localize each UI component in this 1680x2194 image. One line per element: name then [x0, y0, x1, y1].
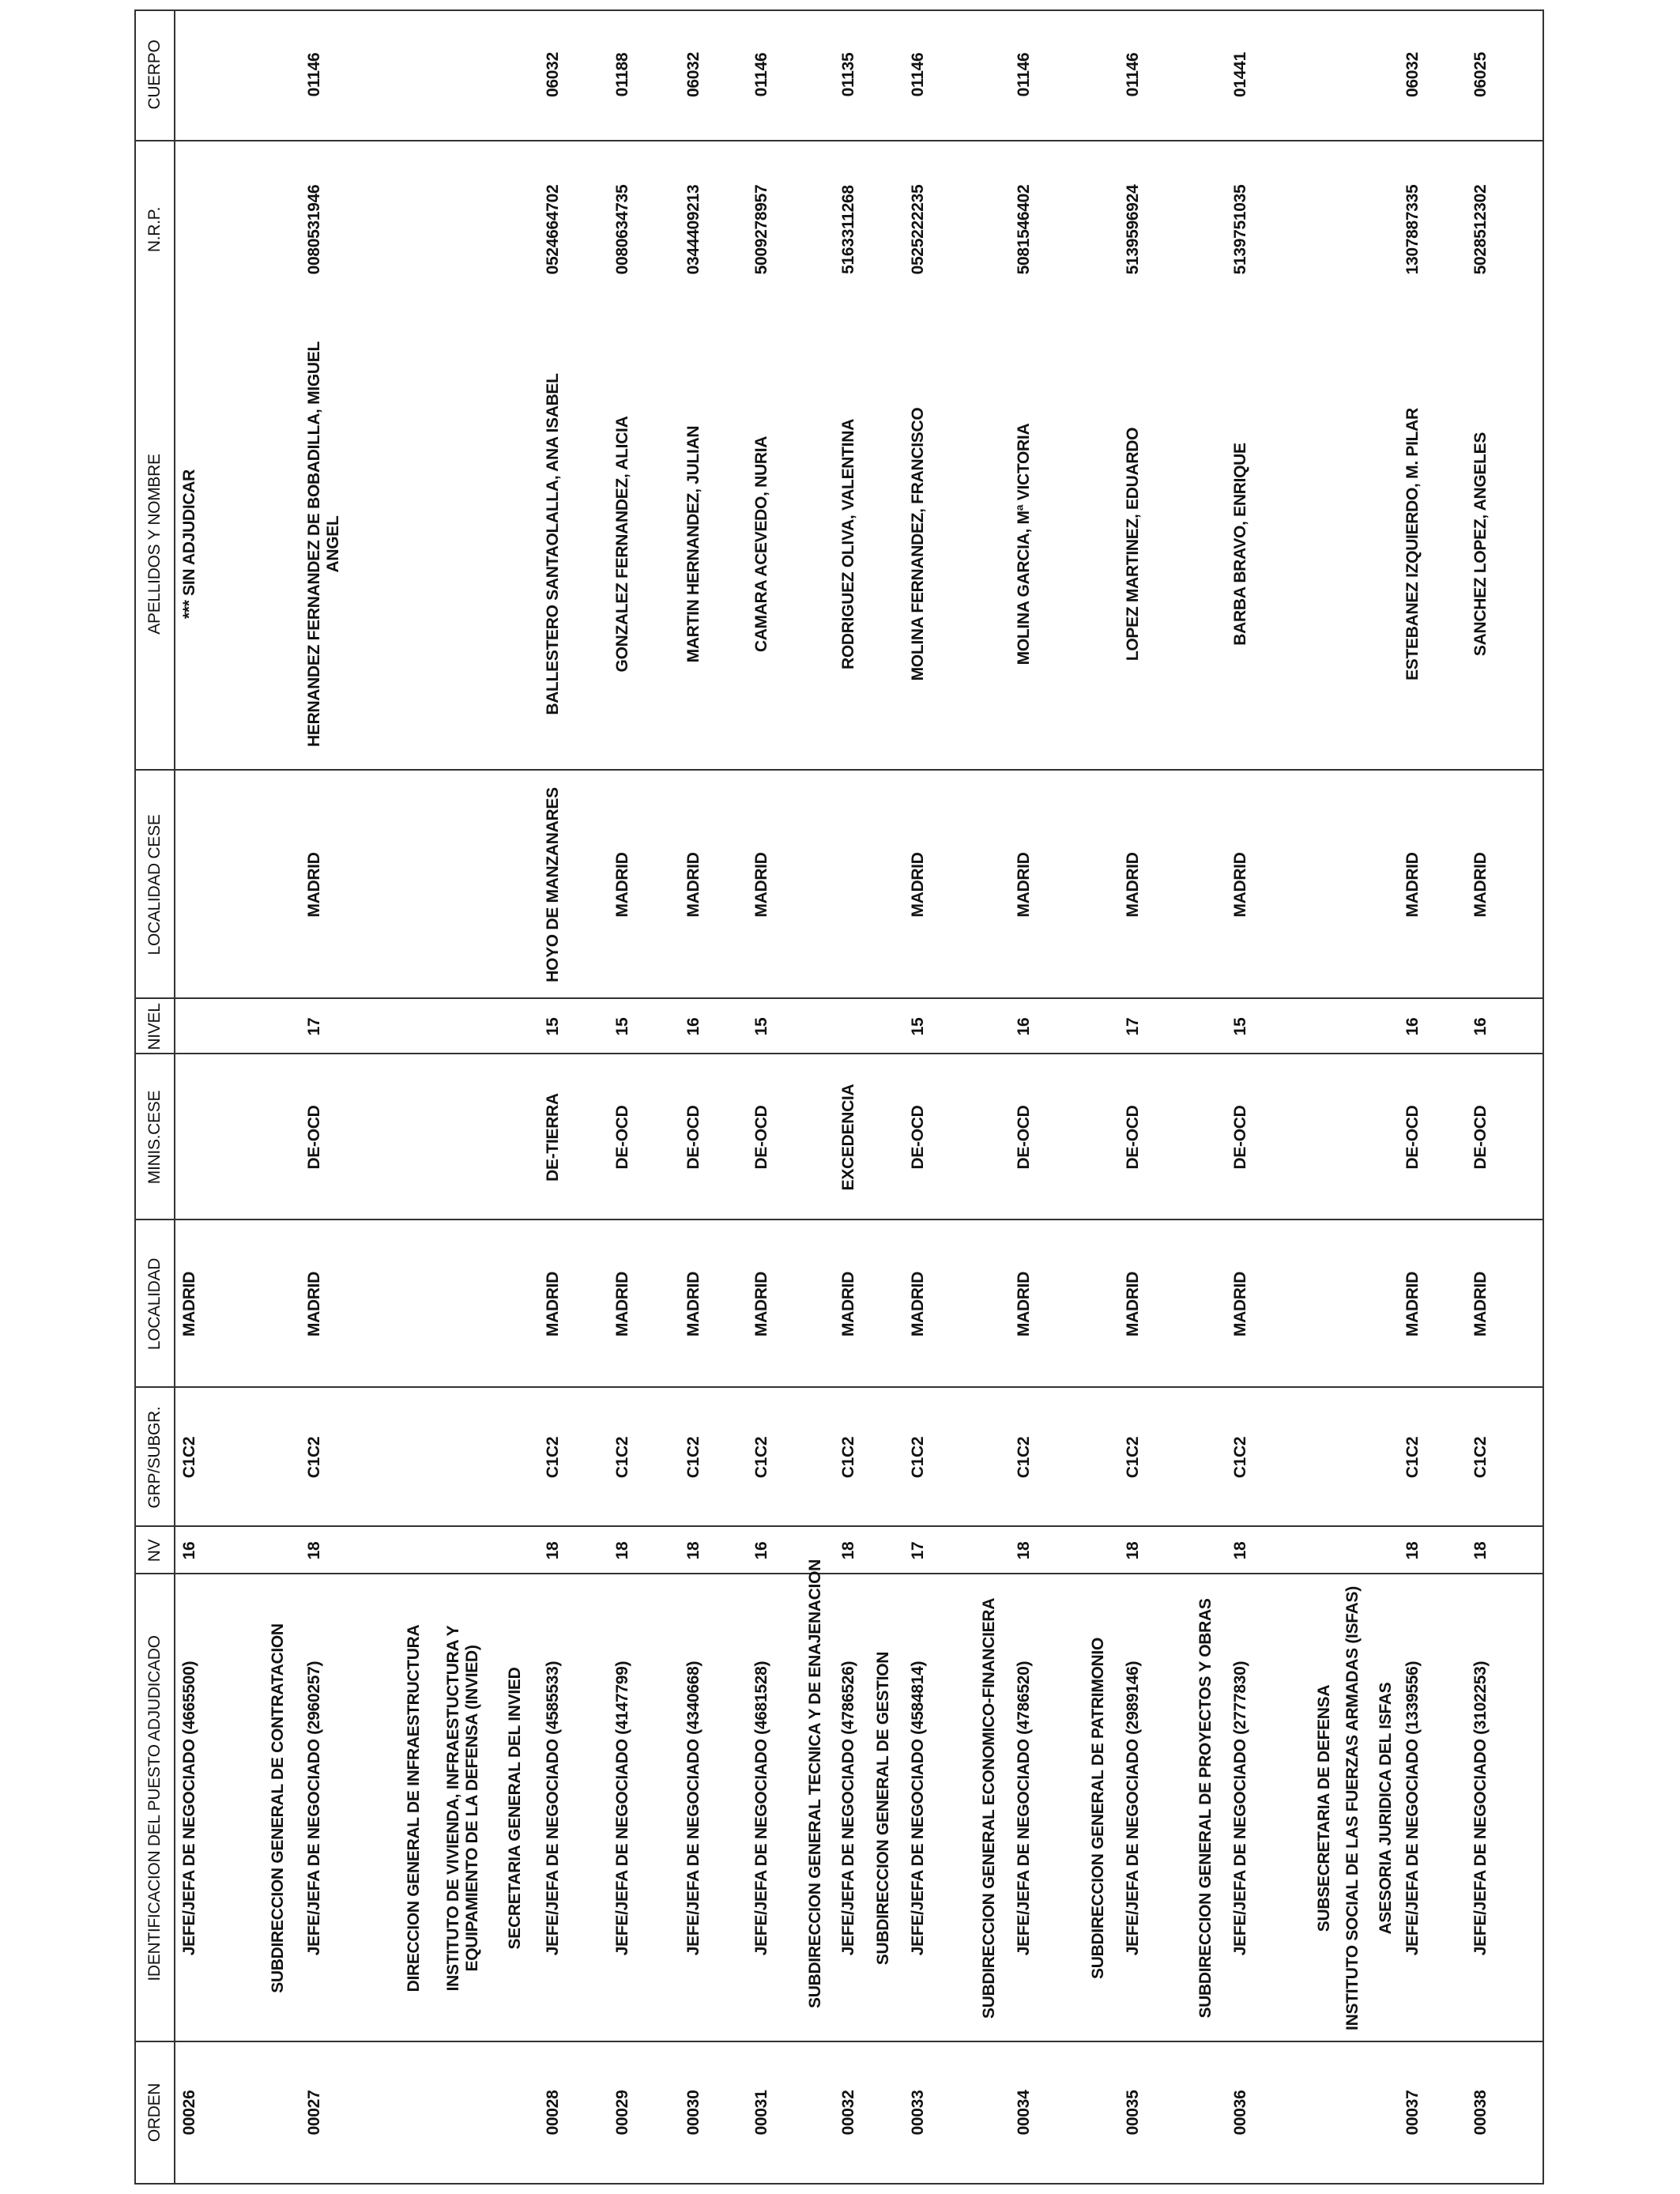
- cell-nv: 18: [1015, 1541, 1033, 1560]
- header-minis-cese: MINIS.CESE: [145, 1090, 164, 1185]
- section-heading: ASESORIA JURIDICA DEL ISFAS: [1377, 1682, 1395, 1935]
- cell-nivel: 16: [684, 1017, 703, 1036]
- adjudication-table: [134, 9, 1544, 2185]
- cell-orden: 00028: [544, 2090, 562, 2136]
- cell-nv: 16: [180, 1541, 198, 1560]
- cell-puesto: JEFE/JEFA DE NEGOCIADO (2989146): [1124, 1661, 1142, 1956]
- cell-nivel: 17: [1124, 1017, 1142, 1036]
- cell-nv: 18: [1471, 1541, 1490, 1560]
- cell-grp: C1C2: [305, 1436, 323, 1479]
- cell-puesto: JEFE/JEFA DE NEGOCIADO (2960257): [305, 1661, 323, 1956]
- cell-nv: 18: [544, 1541, 562, 1560]
- cell-localidad: MADRID: [305, 1271, 323, 1337]
- cell-minis: DE-OCD: [752, 1105, 770, 1170]
- cell-nv: 18: [613, 1541, 631, 1560]
- header-nivel: NIVEL: [145, 1003, 164, 1050]
- cell-localidad: MADRID: [544, 1271, 562, 1337]
- cell-minis: DE-OCD: [1015, 1105, 1033, 1170]
- cell-cuerpo: 01146: [1015, 52, 1033, 97]
- cell-orden: 00035: [1124, 2090, 1142, 2136]
- cell-loc_cese: MADRID: [684, 852, 703, 918]
- cell-nombre: MARTIN HERNANDEZ, JULIAN: [684, 425, 703, 663]
- cell-grp: C1C2: [1124, 1436, 1142, 1479]
- cell-minis: DE-OCD: [305, 1105, 323, 1170]
- cell-localidad: MADRID: [1471, 1271, 1490, 1337]
- cell-loc_cese: MADRID: [613, 852, 631, 918]
- section-heading: SUBDIRECCION GENERAL TECNICA Y DE ENAJENACION: [806, 1559, 824, 2008]
- cell-orden: 00036: [1231, 2090, 1249, 2136]
- cell-minis: DE-OCD: [1471, 1105, 1490, 1170]
- cell-nombre: *** SIN ADJUDICAR: [180, 469, 198, 619]
- cell-nv: 18: [684, 1541, 703, 1560]
- cell-grp: C1C2: [613, 1436, 631, 1479]
- cell-nombre: GONZALEZ FERNANDEZ, ALICIA: [613, 416, 631, 673]
- header-nrp: N.R.P.: [145, 206, 164, 253]
- cell-nivel: 15: [1231, 1017, 1249, 1036]
- cell-nivel: 15: [613, 1017, 631, 1036]
- cell-nrp: 0344409213: [684, 184, 703, 275]
- cell-nivel: 16: [1403, 1017, 1422, 1036]
- cell-nivel: 17: [305, 1017, 323, 1036]
- cell-cuerpo: 06032: [1403, 52, 1422, 97]
- cell-cuerpo: 01146: [1124, 52, 1142, 97]
- cell-puesto: JEFE/JEFA DE NEGOCIADO (2777830): [1231, 1661, 1249, 1956]
- cell-orden: 00032: [839, 2090, 857, 2136]
- cell-puesto: JEFE/JEFA DE NEGOCIADO (4786526): [839, 1661, 857, 1956]
- cell-orden: 00031: [752, 2090, 770, 2136]
- cell-loc_cese: MADRID: [1403, 852, 1422, 918]
- cell-puesto: JEFE/JEFA DE NEGOCIADO (4585533): [544, 1661, 562, 1956]
- cell-grp: C1C2: [544, 1436, 562, 1479]
- cell-orden: 00026: [180, 2090, 198, 2136]
- cell-loc_cese: MADRID: [305, 852, 323, 918]
- cell-nombre: SANCHEZ LOPEZ, ANGELES: [1471, 432, 1490, 657]
- cell-orden: 00030: [684, 2090, 703, 2136]
- cell-cuerpo: 06032: [544, 52, 562, 97]
- cell-minis: DE-TIERRA: [544, 1093, 562, 1182]
- cell-puesto: JEFE/JEFA DE NEGOCIADO (4681528): [752, 1661, 770, 1956]
- cell-orden: 00033: [909, 2090, 927, 2136]
- cell-localidad: MADRID: [613, 1271, 631, 1337]
- cell-minis: DE-OCD: [613, 1105, 631, 1170]
- section-heading: DIRECCION GENERAL DE INFRAESTRUCTURA: [405, 1624, 423, 1992]
- cell-cuerpo: 01135: [839, 52, 857, 97]
- section-heading: SUBDIRECCION GENERAL DE CONTRATACION: [269, 1623, 287, 1993]
- cell-grp: C1C2: [1015, 1436, 1033, 1479]
- cell-nrp: 5081546402: [1015, 184, 1033, 275]
- cell-grp: C1C2: [752, 1436, 770, 1479]
- cell-orden: 00027: [305, 2090, 323, 2136]
- cell-localidad: MADRID: [909, 1271, 927, 1337]
- header-identificacion: IDENTIFICACION DEL PUESTO ADJUDICADO: [145, 1635, 164, 1981]
- cell-loc_cese: MADRID: [1471, 852, 1490, 918]
- cell-nrp: 1307887335: [1403, 184, 1422, 275]
- cell-loc_cese: MADRID: [752, 852, 770, 918]
- cell-loc_cese: MADRID: [909, 852, 927, 918]
- cell-nrp: 0080531946: [305, 184, 323, 275]
- cell-localidad: MADRID: [839, 1271, 857, 1337]
- header-apellidos: APELLIDOS Y NOMBRE: [145, 454, 164, 635]
- header-orden: ORDEN: [145, 2083, 164, 2143]
- cell-cuerpo: 01146: [909, 52, 927, 97]
- cell-nrp: 5139751035: [1231, 184, 1249, 275]
- cell-nombre: RODRIGUEZ OLIVA, VALENTINA: [839, 419, 857, 669]
- cell-cuerpo: 01441: [1231, 52, 1249, 97]
- header-localidad-cese: LOCALIDAD CESE: [145, 814, 164, 956]
- cell-puesto: JEFE/JEFA DE NEGOCIADO (3102253): [1471, 1661, 1490, 1956]
- cell-cuerpo: 01188: [613, 52, 631, 97]
- cell-nrp: 5163311268: [839, 185, 857, 274]
- cell-localidad: MADRID: [684, 1271, 703, 1337]
- cell-cuerpo: 06032: [684, 52, 703, 97]
- header-localidad: LOCALIDAD: [145, 1257, 164, 1351]
- cell-grp: C1C2: [1471, 1436, 1490, 1479]
- header-cuerpo: CUERPO: [145, 40, 164, 110]
- section-heading: SUBSECRETARIA DE DEFENSA: [1315, 1684, 1333, 1932]
- cell-nv: 17: [909, 1541, 927, 1560]
- cell-nombre: BARBA BRAVO, ENRIQUE: [1231, 443, 1249, 646]
- cell-orden: 00037: [1403, 2090, 1422, 2136]
- cell-nrp: 0525222235: [909, 184, 927, 275]
- cell-nrp: 5139596924: [1124, 184, 1142, 275]
- cell-localidad: MADRID: [752, 1271, 770, 1337]
- cell-minis: DE-OCD: [684, 1105, 703, 1170]
- cell-nivel: 16: [1471, 1017, 1490, 1036]
- cell-minis: DE-OCD: [1124, 1105, 1142, 1170]
- cell-orden: 00029: [613, 2090, 631, 2136]
- cell-nv: 18: [1124, 1541, 1142, 1560]
- cell-localidad: MADRID: [1015, 1271, 1033, 1337]
- header-grp: GRP/SUBGR.: [145, 1406, 164, 1509]
- cell-cuerpo: 01146: [752, 52, 770, 97]
- cell-grp: C1C2: [839, 1436, 857, 1479]
- section-heading: SUBDIRECCION GENERAL DE GESTION: [874, 1651, 892, 1966]
- section-heading: SUBDIRECCION GENERAL DE PROYECTOS Y OBRAS: [1196, 1598, 1215, 2019]
- section-heading: INSTITUTO DE VIVIENDA, INFRAESTUCTURA Y EQUIPAMIENTO DE LA DEFENSA (INVIED): [444, 1625, 481, 1992]
- cell-minis: EXCEDENCIA: [839, 1084, 857, 1191]
- cell-localidad: MADRID: [180, 1271, 198, 1337]
- section-heading: SUBDIRECCION GENERAL DE PATRIMONIO: [1089, 1638, 1107, 1979]
- cell-orden: 00038: [1471, 2090, 1490, 2136]
- cell-nivel: 15: [909, 1017, 927, 1036]
- cell-nombre: BALLESTERO SANTAOLALLA, ANA ISABEL: [544, 373, 562, 715]
- cell-localidad: MADRID: [1403, 1271, 1422, 1337]
- cell-grp: C1C2: [1231, 1436, 1249, 1479]
- cell-puesto: JEFE/JEFA DE NEGOCIADO (4665500): [180, 1661, 198, 1956]
- cell-puesto: JEFE/JEFA DE NEGOCIADO (1339556): [1403, 1661, 1422, 1956]
- cell-grp: C1C2: [180, 1436, 198, 1479]
- cell-nv: 18: [1403, 1541, 1422, 1560]
- cell-nombre: CAMARA ACEVEDO, NURIA: [752, 435, 770, 653]
- cell-nombre: MOLINA GARCIA, Mª VICTORIA: [1015, 423, 1033, 665]
- cell-nombre: HERNANDEZ FERNANDEZ DE BOBADILLA, MIGUEL ANGEL: [305, 341, 342, 747]
- cell-minis: DE-OCD: [909, 1105, 927, 1170]
- cell-puesto: JEFE/JEFA DE NEGOCIADO (4786520): [1015, 1661, 1033, 1956]
- cell-nombre: MOLINA FERNANDEZ, FRANCISCO: [909, 407, 927, 681]
- cell-nrp: 5028512302: [1471, 184, 1490, 275]
- cell-puesto: JEFE/JEFA DE NEGOCIADO (4584814): [909, 1661, 927, 1956]
- cell-nombre: ESTEBANEZ IZQUIERDO, M. PILAR: [1403, 408, 1422, 680]
- cell-nv: 16: [752, 1541, 770, 1560]
- cell-nivel: 15: [544, 1017, 562, 1036]
- cell-localidad: MADRID: [1231, 1271, 1249, 1337]
- cell-grp: C1C2: [1403, 1436, 1422, 1479]
- cell-localidad: MADRID: [1124, 1271, 1142, 1337]
- cell-nrp: 0524664702: [544, 184, 562, 275]
- section-heading: INSTITUTO SOCIAL DE LAS FUERZAS ARMADAS (ISFAS): [1343, 1586, 1362, 2030]
- cell-minis: DE-OCD: [1231, 1105, 1249, 1170]
- cell-grp: C1C2: [909, 1436, 927, 1479]
- cell-orden: 00034: [1015, 2090, 1033, 2136]
- header-nv: NV: [145, 1539, 164, 1563]
- cell-minis: DE-OCD: [1403, 1105, 1422, 1170]
- cell-nv: 18: [305, 1541, 323, 1560]
- cell-nivel: 16: [1015, 1017, 1033, 1036]
- cell-loc_cese: HOYO DE MANZANARES: [544, 787, 562, 982]
- cell-puesto: JEFE/JEFA DE NEGOCIADO (4340668): [684, 1661, 703, 1956]
- section-heading: SECRETARIA GENERAL DEL INVIED: [506, 1667, 524, 1950]
- section-heading: SUBDIRECCION GENERAL ECONOMICO-FINANCIERA: [980, 1597, 998, 2019]
- cell-puesto: JEFE/JEFA DE NEGOCIADO (4147799): [613, 1661, 631, 1956]
- cell-nv: 18: [1231, 1541, 1249, 1560]
- cell-cuerpo: 01146: [305, 52, 323, 97]
- cell-loc_cese: MADRID: [1124, 852, 1142, 918]
- cell-nivel: 15: [752, 1017, 770, 1036]
- cell-nombre: LOPEZ MARTINEZ, EDUARDO: [1124, 427, 1142, 662]
- cell-grp: C1C2: [684, 1436, 703, 1479]
- cell-cuerpo: 06025: [1471, 52, 1490, 97]
- cell-nrp: 5009278957: [752, 184, 770, 275]
- cell-nv: 18: [839, 1541, 857, 1560]
- cell-nrp: 0080634735: [613, 184, 631, 275]
- cell-loc_cese: MADRID: [1231, 852, 1249, 918]
- cell-loc_cese: MADRID: [1015, 852, 1033, 918]
